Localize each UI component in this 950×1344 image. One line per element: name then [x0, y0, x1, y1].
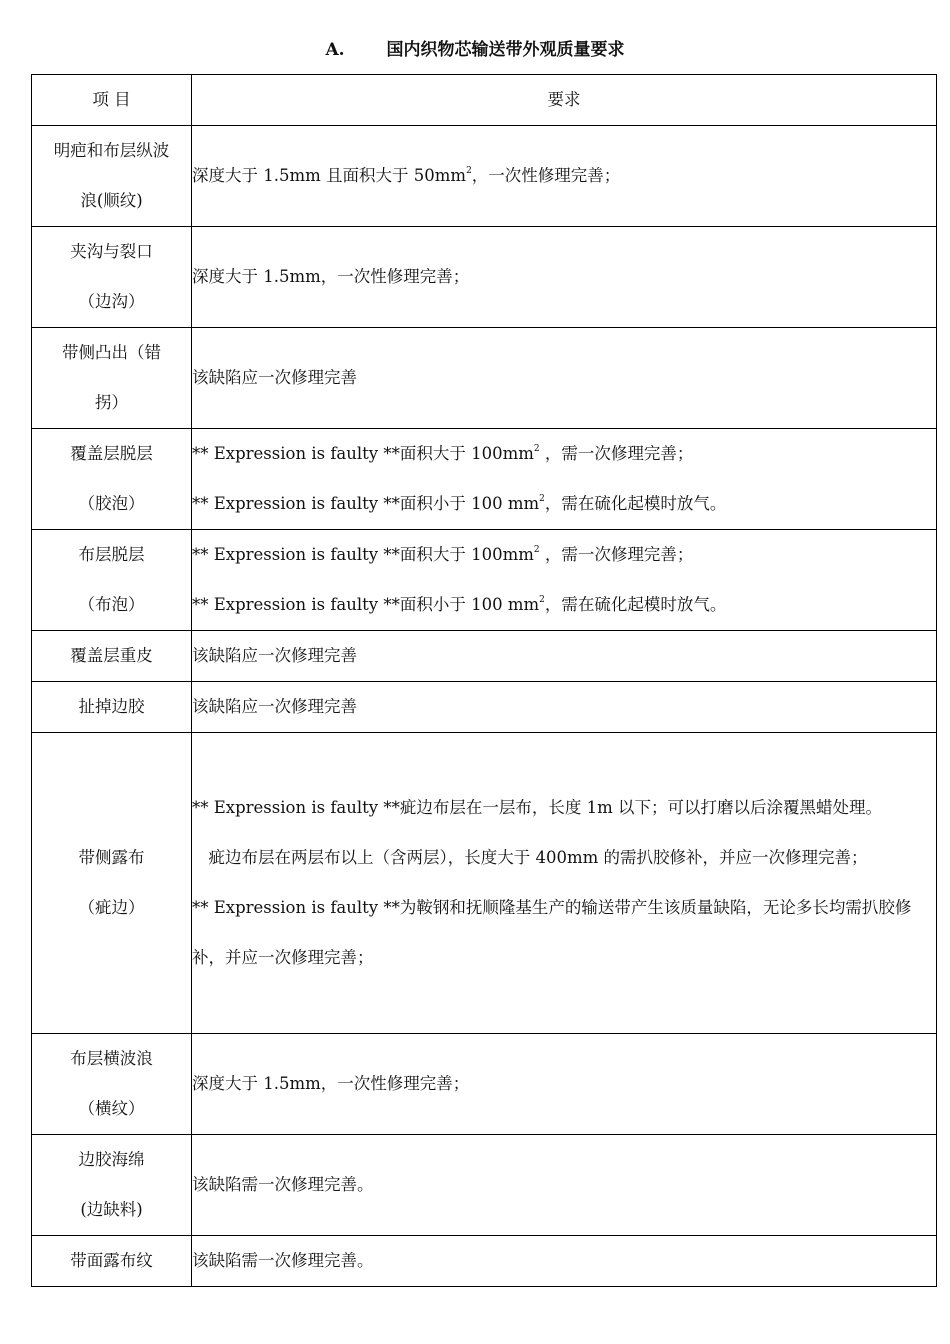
item-line: 布层横波浪 [70, 1049, 153, 1068]
item-cell [32, 1034, 192, 1135]
requirement-cell: 该缺陷应一次修理完善 [192, 682, 937, 733]
item-line: （疵边） [78, 898, 145, 917]
table-row [32, 328, 937, 429]
requirement-text: ** Expression is faulty **面积大于 100mm [192, 545, 534, 564]
requirement-cell [192, 126, 937, 227]
table-row [32, 682, 937, 733]
table-row [32, 733, 937, 1034]
table-header-row [32, 75, 937, 126]
item-line: 边胶海绵 [78, 1150, 145, 1169]
requirement-text: ，需一次修理完善； [539, 444, 694, 463]
requirement-text: ，一次性修理完善； [471, 166, 621, 185]
item-cell [32, 328, 192, 429]
requirement-text: ，需一次修理完善； [539, 545, 694, 564]
item-line: 浪(顺纹) [80, 191, 143, 210]
item-line: (边缺料) [80, 1200, 143, 1219]
requirement-text: ，需在硫化起模时放气。 [544, 595, 727, 614]
item-cell: 扯掉边胶 [32, 682, 192, 733]
item-cell: 带面露布纹 [32, 1236, 192, 1287]
requirement-cell: 该缺陷应一次修理完善 [192, 631, 937, 682]
item-cell [32, 126, 192, 227]
requirement-text: ** Expression is faulty **面积小于 100 mm [192, 494, 540, 513]
header-requirement: 要求 [192, 75, 937, 126]
table-row [32, 530, 937, 631]
item-line: 带侧露布 [78, 848, 145, 867]
header-item: 项 目 [32, 75, 192, 126]
table-row [32, 1135, 937, 1236]
item-line: 明疤和布层纵波 [53, 141, 170, 160]
requirement-paragraph: ** Expression is faulty **为鞍钢和抚顺隆基生产的输送带产生该质量缺陷，无论多长均需扒胶修补，并应一次修理完善； [192, 898, 912, 967]
superscript: 2 [539, 595, 545, 605]
table-row [32, 227, 937, 328]
requirement-line [192, 429, 936, 479]
superscript: 2 [533, 444, 540, 454]
item-cell [32, 429, 192, 530]
table-row [32, 1236, 937, 1287]
requirement-cell: 该缺陷需一次修理完善。 [192, 1135, 937, 1236]
requirement-text: ** Expression is faulty **面积小于 100 mm [192, 595, 540, 614]
requirement-text: ，需在硫化起模时放气。 [544, 494, 727, 513]
superscript: 2 [466, 166, 472, 176]
requirement-cell: 深度大于 1.5mm，一次性修理完善； [192, 1034, 937, 1135]
requirement-cell: 深度大于 1.5mm，一次性修理完善； [192, 227, 937, 328]
requirement-line [192, 580, 936, 630]
page-title [0, 36, 950, 64]
section-title: 国内织物芯输送带外观质量要求 [386, 40, 625, 60]
table-row [32, 1034, 937, 1135]
item-line: （边沟） [78, 292, 145, 311]
item-line: 夹沟与裂口 [70, 242, 153, 261]
item-cell [32, 1135, 192, 1236]
item-cell [32, 227, 192, 328]
table-row [32, 126, 937, 227]
requirement-text: ** Expression is faulty **面积大于 100mm [192, 444, 534, 463]
item-line: （胶泡） [78, 494, 145, 513]
superscript: 2 [533, 545, 540, 555]
requirement-line [192, 479, 936, 529]
requirement-text: 深度大于 1.5mm 且面积大于 50mm [192, 166, 467, 185]
item-line: 带侧凸出（错 [62, 343, 161, 362]
requirement-cell: 该缺陷应一次修理完善 [192, 328, 937, 429]
requirement-cell [192, 429, 937, 530]
requirement-paragraph: ** Expression is faulty **疵边布层在一层布，长度 1m 以下；可以打磨以后涂覆黑蜡处理。 [192, 798, 882, 817]
section-letter: A. [325, 40, 345, 60]
table-row [32, 429, 937, 530]
item-cell: 覆盖层重皮 [32, 631, 192, 682]
item-cell [32, 733, 192, 1034]
requirement-cell [192, 530, 937, 631]
item-line: 布层脱层 [78, 545, 145, 564]
item-line: （布泡） [78, 595, 145, 614]
requirement-cell: 该缺陷需一次修理完善。 [192, 1236, 937, 1287]
requirement-cell [192, 733, 937, 1034]
requirement-paragraph: 疵边布层在两层布以上（含两层），长度大于 400mm 的需扒胶修补，并应一次修理完善； [192, 848, 868, 867]
item-line: 覆盖层脱层 [70, 444, 153, 463]
superscript: 2 [539, 494, 545, 504]
item-line: （横纹） [78, 1099, 145, 1118]
item-line: 拐） [95, 393, 128, 412]
table-row [32, 631, 937, 682]
requirement-line [192, 530, 936, 580]
item-cell [32, 530, 192, 631]
quality-requirements-table [31, 74, 937, 1287]
